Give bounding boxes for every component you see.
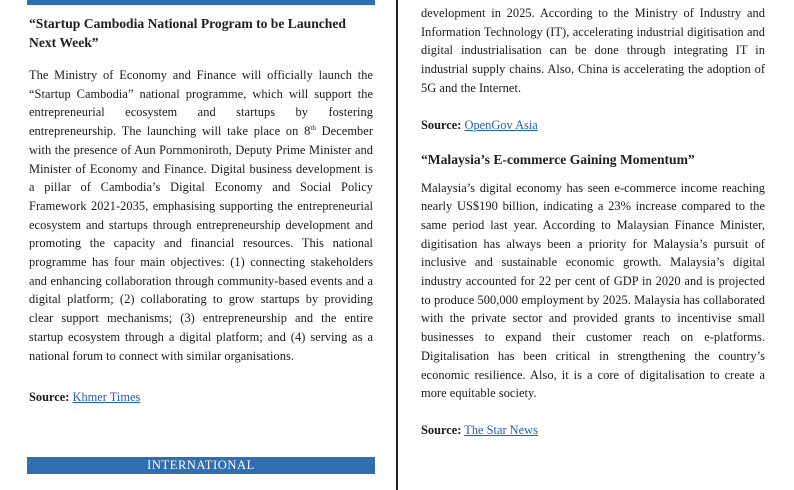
- article-headline-malaysia: “Malaysia’s E-commerce Gaining Momentum”: [421, 151, 695, 167]
- source-link-the-star-news[interactable]: The Star News: [464, 422, 538, 437]
- article-body-malaysia: Malaysia’s digital economy has seen e-commerce income reaching nearly US$190 billion, indicating a 23% increase compared to the same period last year. According to Malaysian Finance Minister, digitisation has always been a priority for Malaysia’s pursuit of inclusive and sustainable economic growth. Malaysia’s digital industry accounted for 22 per cent of GDP in 2020 and is projected to produce 500,000 employment by 2025. Malaysia has collaborated with the private sector and provided grants to incentivise small businesses to expand their customer reach on e-platforms. Digitalisation has been critical in strengthening the country’s economic resilience. Also, it is a core of digitalisation to create a more equitable society.: [421, 180, 765, 401]
- column-divider: [396, 0, 398, 490]
- article-body-china-continued: development in 2025. According to the Ministry of Industry and Information Technology (IT), accelerating industrial digitisation and digital industrialisation can be done through integrating IT in industrial supply chains. Also, China is accelerating the adoption of 5G and the Internet.: [421, 6, 765, 95]
- section-header-international: INTERNATIONAL: [27, 457, 375, 474]
- source-link-opengov-asia[interactable]: OpenGov Asia: [464, 117, 538, 132]
- source-label: Source:: [29, 390, 70, 405]
- right-column: [421, 4, 765, 439]
- article-body-cambodia-part1: The Ministry of Economy and Finance will officially launch the “Startup Cambodia” national programme, which will support the entrepreneurial ecosystem and startups by fostering entrepreneurship. The launching will take place on 8: [29, 68, 373, 139]
- article-body-cambodia-part2: December with the presence of Aun Pornmoniroth, Deputy Prime Minister and Minister of Economy and Finance. Digital business development is a pillar of Cambodia’s Digital Economy and Social Policy Framework 2021-2035, emphasising supporting the entrepreneurial ecosystem and startups through entrepreneurship development and promoting the capacity and financial resources. This national programme has four main objectives: (1) connecting stakeholders and enhancing collaboration through community-based events and a digital platform; (2) collaborating to grow startups by providing clear support mechanisms; (3) entrepreneurship and the entire startup ecosystem through a digital platform; and (4) serving as a national forum to connect with similar organisations.: [29, 124, 373, 363]
- article-headline-cambodia: “Startup Cambodia National Program to be Launched Next Week”: [29, 16, 346, 50]
- top-accent-bar: [27, 0, 375, 5]
- source-label: Source:: [421, 117, 462, 132]
- ordinal-suffix: th: [310, 123, 316, 132]
- source-line-cambodia: [29, 388, 373, 406]
- article-body-cambodia: [29, 66, 373, 365]
- left-column: [29, 14, 373, 406]
- source-label: Source:: [421, 422, 462, 437]
- source-link-khmer-times[interactable]: Khmer Times: [72, 390, 141, 405]
- source-line-china: [421, 116, 765, 134]
- source-line-malaysia: [421, 421, 765, 439]
